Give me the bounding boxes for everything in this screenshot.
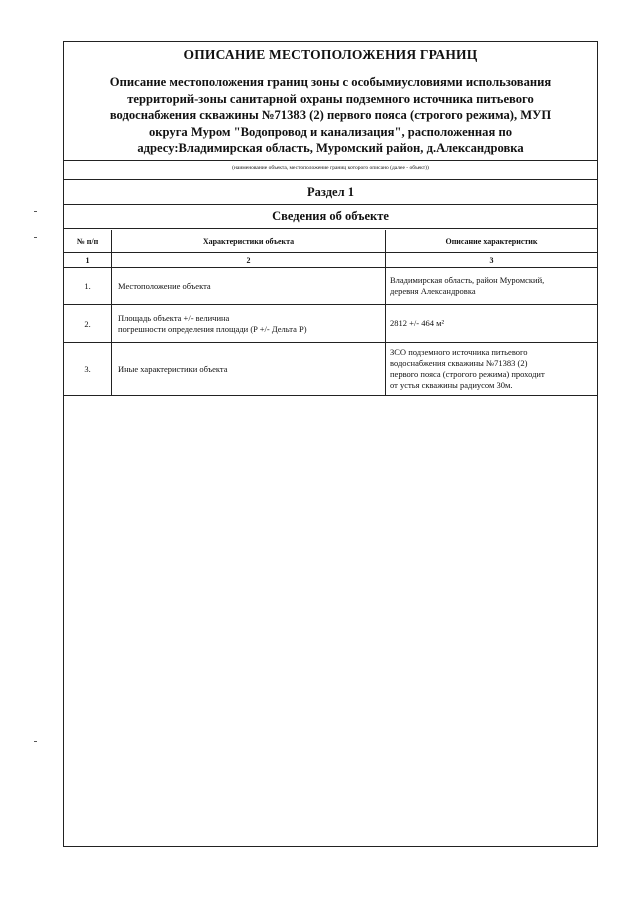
document-title: ОПИСАНИЕ МЕСТОПОЛОЖЕНИЯ ГРАНИЦ — [183, 47, 478, 62]
description-line: Описание местоположения границ зоны с особымиусловиями использования — [109, 75, 552, 89]
description-line: адресу:Владимирская область, Муромский район, д.Александровка — [137, 141, 524, 155]
table-row — [64, 343, 597, 396]
row-label — [112, 305, 386, 343]
label-line: Площадь объекта +/- величина — [118, 312, 230, 323]
row-number: 3. — [64, 343, 112, 396]
divider — [64, 179, 597, 180]
row-number: 1. — [64, 268, 112, 305]
description-line: округа Муром "Водопровод и канализация", расположенная по — [149, 124, 512, 139]
label-line: Иные характеристики объекта — [118, 364, 228, 374]
header-description: Описание характеристик — [386, 230, 598, 253]
scan-mark — [34, 211, 37, 212]
object-caption: (наименование объекта, местоположение границ которого описано (далее - объект)) — [64, 160, 597, 174]
column-number: 3 — [386, 253, 598, 268]
value-line: 2812 +/- 464 м² — [390, 318, 445, 328]
divider — [64, 204, 597, 205]
object-info-table — [64, 230, 597, 396]
value-line: Владимирская область, район Муромский, — [390, 275, 545, 285]
header-number: № п/п — [64, 230, 112, 253]
value-line: водоснабжения скважины №71383 (2) — [390, 358, 528, 368]
table-row — [64, 305, 597, 343]
column-number: 2 — [112, 253, 386, 268]
header-characteristic: Характеристики объекта — [112, 230, 386, 253]
row-label — [112, 343, 386, 396]
section-title: Раздел 1 — [307, 184, 354, 199]
column-number: 1 — [64, 253, 112, 268]
divider — [64, 228, 597, 229]
label-line: погрешности определения площади (P +/- Дельта P) — [118, 323, 307, 334]
subsection-title: Сведения об объекте — [272, 208, 389, 223]
table-header-row — [64, 230, 597, 253]
object-description — [64, 74, 597, 157]
row-value — [386, 268, 598, 305]
scan-mark — [34, 741, 37, 742]
value-line: ЗСО подземного источника питьевого — [390, 347, 528, 357]
row-value — [386, 343, 598, 396]
description-line: водоснабжения скважины №71383 (2) первого пояса (строгого режима), МУП — [109, 108, 552, 122]
row-value — [386, 305, 598, 343]
row-number: 2. — [64, 305, 112, 343]
value-line: деревня Александровка — [390, 286, 476, 296]
row-label — [112, 268, 386, 305]
label-line: Местоположение объекта — [118, 281, 211, 291]
document-frame — [63, 41, 598, 847]
table-row — [64, 268, 597, 305]
description-line: территорий-зоны санитарной охраны подземного источника питьевого — [127, 91, 534, 106]
column-number-row — [64, 253, 597, 268]
value-line: первого пояса (строгого режима) проходит — [390, 369, 545, 379]
scan-mark — [34, 237, 37, 238]
value-line: от устья скважины радиусом 30м. — [390, 380, 513, 390]
